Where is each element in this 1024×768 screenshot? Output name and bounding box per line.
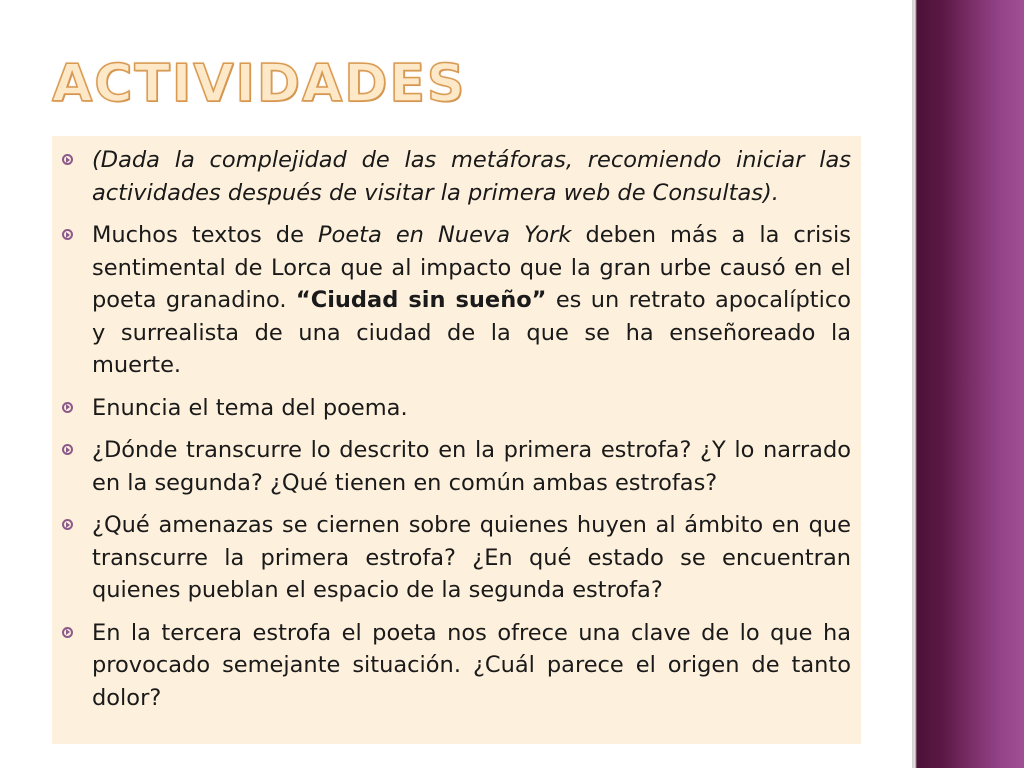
content-box — [52, 136, 861, 744]
slide-title: ACTIVIDADES — [52, 54, 467, 114]
bullet-text: Muchos textos de — [92, 222, 318, 248]
bullet-text: es un retrato apocalíptico y surrealista de una ciudad de la que se ha enseñoreado la muerte. — [92, 287, 852, 378]
bullet-text: Enuncia el tema del poema. — [92, 394, 408, 421]
bullet-text: ¿Qué amenazas se ciernen sobre quienes huyen al ámbito en que transcurre la primera estrofa? ¿En qué estado se encuentran quienes pueblan el espacio de la segunda estrofa? — [92, 512, 851, 603]
bullet-list — [62, 144, 851, 714]
bullet-item — [62, 434, 851, 499]
bullet-item — [62, 219, 851, 382]
bullet-item — [62, 144, 851, 209]
bullet-text: deben más a la crisis sentimental de Lorca que al impacto que la gran urbe causó en el poeta granadino. — [92, 222, 851, 313]
bullet-item — [62, 509, 851, 607]
bullet-icon — [62, 519, 73, 530]
bullet-text: ¿Dónde transcurre lo descrito en la primera estrofa? ¿Y lo narrado en la segunda? ¿Qué tienen en común ambas estrofas? — [92, 437, 851, 496]
bullet-icon — [62, 229, 73, 240]
bullet-text: (Dada la complejidad de las metáforas, recomiendo iniciar las actividades después de visitar la primera web de Consultas). — [92, 147, 851, 206]
side-decor-band — [912, 0, 1024, 768]
book-title: Poeta en Nueva York — [317, 222, 572, 248]
bullet-icon — [62, 627, 73, 638]
bullet-icon — [62, 444, 73, 455]
bullet-item — [62, 392, 851, 425]
bullet-text: En la tercera estrofa el poeta nos ofrece una clave de lo que ha provocado semejante situación. ¿Cuál parece el origen de tanto dolor? — [92, 619, 851, 711]
bullet-item — [62, 617, 851, 715]
bullet-icon — [62, 154, 73, 165]
poem-title: “Ciudad sin sueño” — [295, 287, 547, 313]
bullet-icon — [62, 402, 73, 413]
